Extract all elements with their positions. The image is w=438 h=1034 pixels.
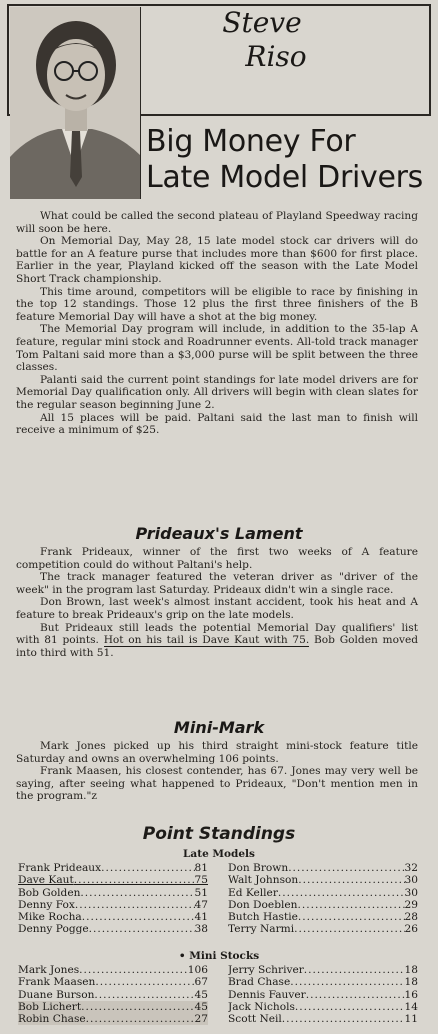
paragraph: Don Brown, last week's almost instant accident, took his heat and A feature to break Prideaux's grip on the late models. xyxy=(16,596,418,621)
headline-line-1: Big Money For xyxy=(146,124,356,159)
paragraph: What could be called the second plateau of Playland Speedway racing will soon be here. xyxy=(16,210,418,235)
standing-row: Terry Narmi ..... 26 xyxy=(228,923,418,935)
article-intro xyxy=(16,210,418,437)
mini-stocks-right xyxy=(228,964,418,1025)
bullet-icon: • xyxy=(178,950,186,962)
subhead-mini-mark: Mini-Mark xyxy=(173,718,265,737)
paragraph: Frank Maasen, his closest contender, has 67. Jones may very well be saying, after seeing what happened to Prideaux, "Don't mention men in the program."z xyxy=(16,765,418,803)
late-models-left xyxy=(18,862,208,936)
standing-row: Brad Chase ..... 18 xyxy=(228,976,418,988)
mini-stocks-label: • Mini Stocks xyxy=(178,950,260,962)
standing-row: Denny Pogge ..... 38 xyxy=(18,923,208,935)
paragraph xyxy=(16,622,418,660)
late-models-right xyxy=(228,862,418,936)
standing-row: Ed Keller ..... 30 xyxy=(228,887,418,899)
columnist-photo xyxy=(10,7,141,199)
columnist-byline xyxy=(212,6,322,74)
standing-row: Bob Golden ..... 51 xyxy=(18,887,208,899)
headline xyxy=(146,124,436,196)
section-prideaux xyxy=(16,546,418,659)
standing-row: Don Brown ..... 32 xyxy=(228,862,418,874)
subhead-prideaux: Prideaux's Lament xyxy=(135,524,303,543)
standing-row: Robin Chase ..... 27 xyxy=(18,1013,208,1025)
paragraph: This time around, competitors will be eligible to race by finishing in the top 12 standings. Those 12 plus the first three finishers of the B feature Memorial Day will have a shot at the big money. xyxy=(16,285,418,323)
standing-row: Walt Johnson ..... 30 xyxy=(228,874,418,886)
paragraph: On Memorial Day, May 28, 15 late model stock car drivers will do battle for an A feature purse that includes more than $600 for first place. Earlier in the year, Playland kicked off the season with the Late Model Short Track championship. xyxy=(16,235,418,285)
standing-row: Bob Lichert ..... 45 xyxy=(18,1001,208,1013)
byline-first-name: Steve xyxy=(222,6,302,39)
late-models-label: Late Models xyxy=(183,848,255,860)
headline-line-2: Late Model Drivers xyxy=(146,160,424,195)
standing-row: Denny Fox ..... 47 xyxy=(18,899,208,911)
paragraph: Frank Prideaux, winner of the first two weeks of A feature competition could do without Paltani's help. xyxy=(16,546,418,571)
mini-stocks-left xyxy=(18,964,208,1025)
paragraph: The Memorial Day program will include, in addition to the 35-lap A feature, regular mini stock and Roadrunner events. All-told track manager Tom Paltani said more than a $3,000 purse will be split between the three classes. xyxy=(16,323,418,374)
section-mini-mark xyxy=(16,740,418,803)
standing-row: Mike Rocha ..... 41 xyxy=(18,911,208,923)
text-run: Bob Golden moved into third with 51. xyxy=(16,634,419,659)
paragraph: The track manager featured the veteran driver as "driver of the week" in the program last Saturday. Prideaux didn't win a single race. xyxy=(16,571,418,596)
standing-row: Don Doeblen ..... 29 xyxy=(228,899,418,911)
text-run: But Prideaux still leads the potential Memorial Day qualifiers' list with 81 points. xyxy=(16,621,418,647)
paragraph: Palanti said the current point standings for late model drivers are for Memorial Day qualification only. All drivers will begin with clean slates for the regular season beginning June 2. xyxy=(16,373,418,411)
standing-row: Jerry Schriver ..... 18 xyxy=(228,964,418,976)
portrait-image xyxy=(10,7,140,199)
standing-row: Frank Prideaux ..... 81 xyxy=(18,862,208,874)
standing-row: Jack Nichols ..... 14 xyxy=(228,1001,418,1013)
standing-row: Dennis Fauver ..... 16 xyxy=(228,989,418,1001)
paragraph: All 15 places will be paid. Paltani said the last man to finish will receive a minimum of $25. xyxy=(16,411,418,437)
standing-row: Mark Jones ..... 106 xyxy=(18,964,208,976)
standings-title: Point Standings xyxy=(142,824,296,844)
paragraph: Mark Jones picked up his third straight mini-stock feature title Saturday and owns an overwhelming 106 points. xyxy=(16,740,418,765)
byline-last-name: Riso xyxy=(245,40,307,73)
standing-row: Dave Kaut ..... 75 xyxy=(18,874,208,886)
underlined-text: Hot on his tail is Dave Kaut with 75. xyxy=(103,634,310,647)
standing-row: Duane Burson ..... 45 xyxy=(18,989,208,1001)
standing-row: Scott Neil ..... 11 xyxy=(228,1013,418,1025)
standing-row: Frank Maasen ..... 67 xyxy=(18,976,208,988)
standing-row: Butch Hastie ..... 28 xyxy=(228,911,418,923)
